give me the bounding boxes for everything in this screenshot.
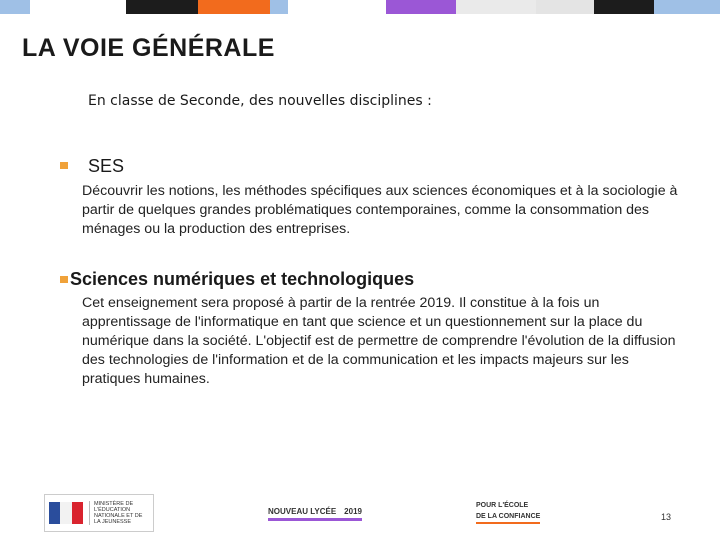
page-number: 13	[661, 512, 672, 522]
bullet-icon	[60, 162, 68, 169]
nouveau-lycee-logo	[268, 507, 362, 521]
slide-subtitle: En classe de Seconde, des nouvelles disciplines :	[88, 93, 432, 109]
section-text-ses: Découvrir les notions, les méthodes spécifiques aux sciences économiques et à la sociologie à partir de quelques grandes problématiques contemporaines, comme la consommation des ménages ou la production des entreprises.	[82, 183, 678, 237]
top-color-band	[456, 0, 536, 14]
bullet-icon	[60, 276, 68, 283]
slide-title: LA VOIE GÉNÉRALE	[22, 34, 275, 62]
ministry-logo-text: MINISTÈRE DE L'ÉDUCATION NATIONALE ET DE LA JEUNESSE	[89, 501, 148, 525]
ecole-confiance-logo	[476, 500, 540, 524]
section-heading-snt: Sciences numériques et technologiques	[70, 269, 415, 289]
ministry-logo	[44, 494, 154, 532]
top-color-band	[386, 0, 456, 14]
top-color-band	[126, 0, 198, 14]
section-text-snt: Cet enseignement sera proposé à partir de la rentrée 2019. Il constitue à la fois un apprentissage de l'informatique en tant que science et un questionnement sur la place du numérique dans la société. L'objectif est de permettre de comprendre l'évolution de la diffusion des technologies de l'information et de la communication et les impacts majeurs sur les pratiques humaines.	[82, 295, 676, 387]
ecole-line-2: DE LA CONFIANCE	[476, 511, 540, 524]
nouveau-lycee-year: 2019	[344, 507, 362, 516]
top-color-band	[0, 0, 30, 14]
french-flag-icon	[49, 502, 83, 524]
top-color-band	[198, 0, 270, 14]
ecole-line-1: POUR L'ÉCOLE	[476, 502, 529, 509]
section-heading-ses: SES	[88, 156, 125, 176]
nouveau-lycee-text: NOUVEAU LYCÉE	[268, 507, 337, 516]
top-color-band	[536, 0, 594, 14]
top-color-band	[270, 0, 288, 14]
top-color-band	[654, 0, 720, 14]
top-color-band	[594, 0, 654, 14]
